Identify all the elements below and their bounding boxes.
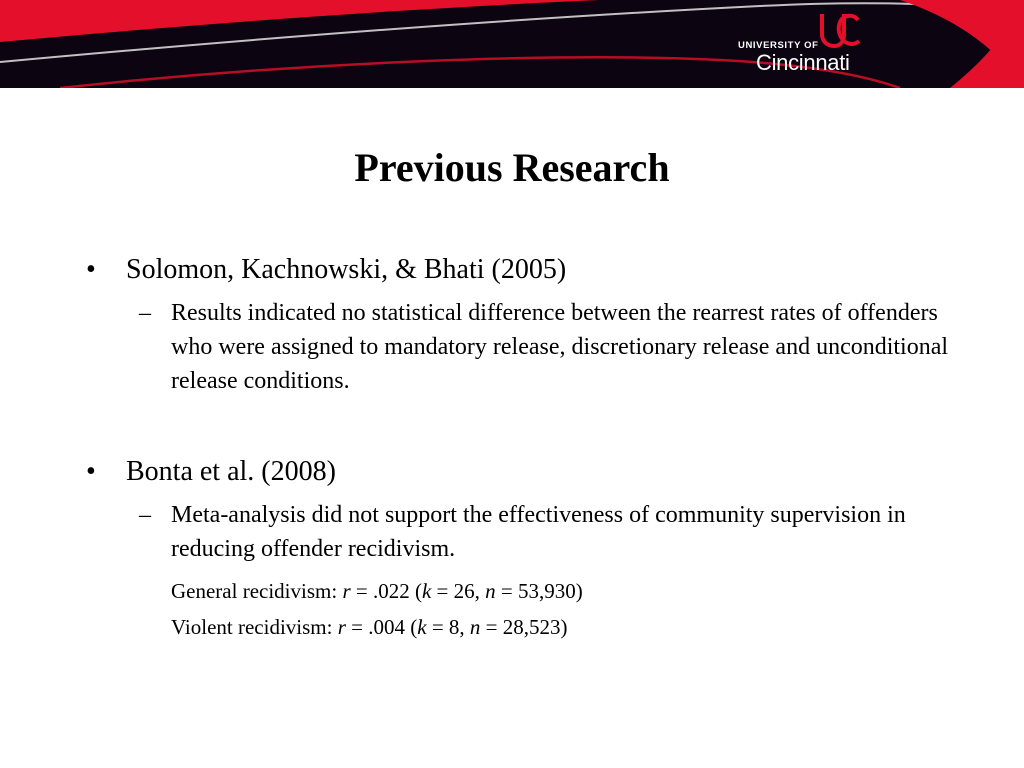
logo-university-of: UNIVERSITY OF: [738, 40, 819, 51]
header-banner: [0, 0, 1024, 88]
stat-violent-n-symbol: n: [469, 615, 481, 639]
bullet-1-text: Solomon, Kachnowski, & Bhati (2005): [126, 254, 567, 285]
stat-violent-r-value: = .004 (: [345, 615, 418, 639]
bullet-1-mark: •: [86, 254, 96, 285]
bullet-2-mark: •: [86, 456, 96, 487]
bullet-1-sub-mark: –: [139, 300, 151, 326]
bullet-2-sub-mark: –: [139, 502, 151, 528]
stat-violent-k-value: = 8,: [426, 615, 470, 639]
slide-content: [86, 252, 956, 642]
stat-general-recidivism: [86, 576, 956, 606]
stat-violent-k-symbol: k: [417, 615, 427, 639]
stat-general-k-symbol: k: [421, 579, 432, 603]
bullet-1-sub-text: Results indicated no statistical difference between the rearrest rates of offenders who were assigned to mandatory release, discretionary release and unconditional release conditions.: [171, 300, 949, 394]
uc-seal-icon: [818, 10, 862, 50]
bullet-2: [86, 454, 956, 490]
bullet-1-sub: [86, 296, 956, 398]
stat-general-r-symbol: r: [342, 579, 351, 603]
bullet-2-sub-text: Meta-analysis did not support the effectiveness of community supervision in reducing offender recidivism.: [171, 502, 906, 562]
slide-title: Previous Research: [354, 145, 670, 190]
bullet-1: [86, 252, 956, 288]
university-logo: [738, 14, 878, 76]
bullet-2-text: Bonta et al. (2008): [126, 456, 336, 487]
stat-violent-label: Violent recidivism:: [171, 615, 338, 639]
stat-general-label: General recidivism:: [171, 579, 343, 603]
stat-general-r-value: = .022 (: [350, 579, 422, 603]
stat-general-n-value: = 53,930): [495, 579, 583, 603]
stat-violent-recidivism: [86, 612, 956, 642]
logo-cincinnati: Cincinnati: [756, 50, 850, 75]
stat-violent-n-value: = 28,523): [480, 615, 568, 639]
stat-violent-r-symbol: r: [337, 615, 346, 639]
stat-general-k-value: = 26,: [431, 579, 486, 603]
bullet-2-sub: [86, 498, 956, 566]
stat-general-n-symbol: n: [485, 579, 496, 603]
